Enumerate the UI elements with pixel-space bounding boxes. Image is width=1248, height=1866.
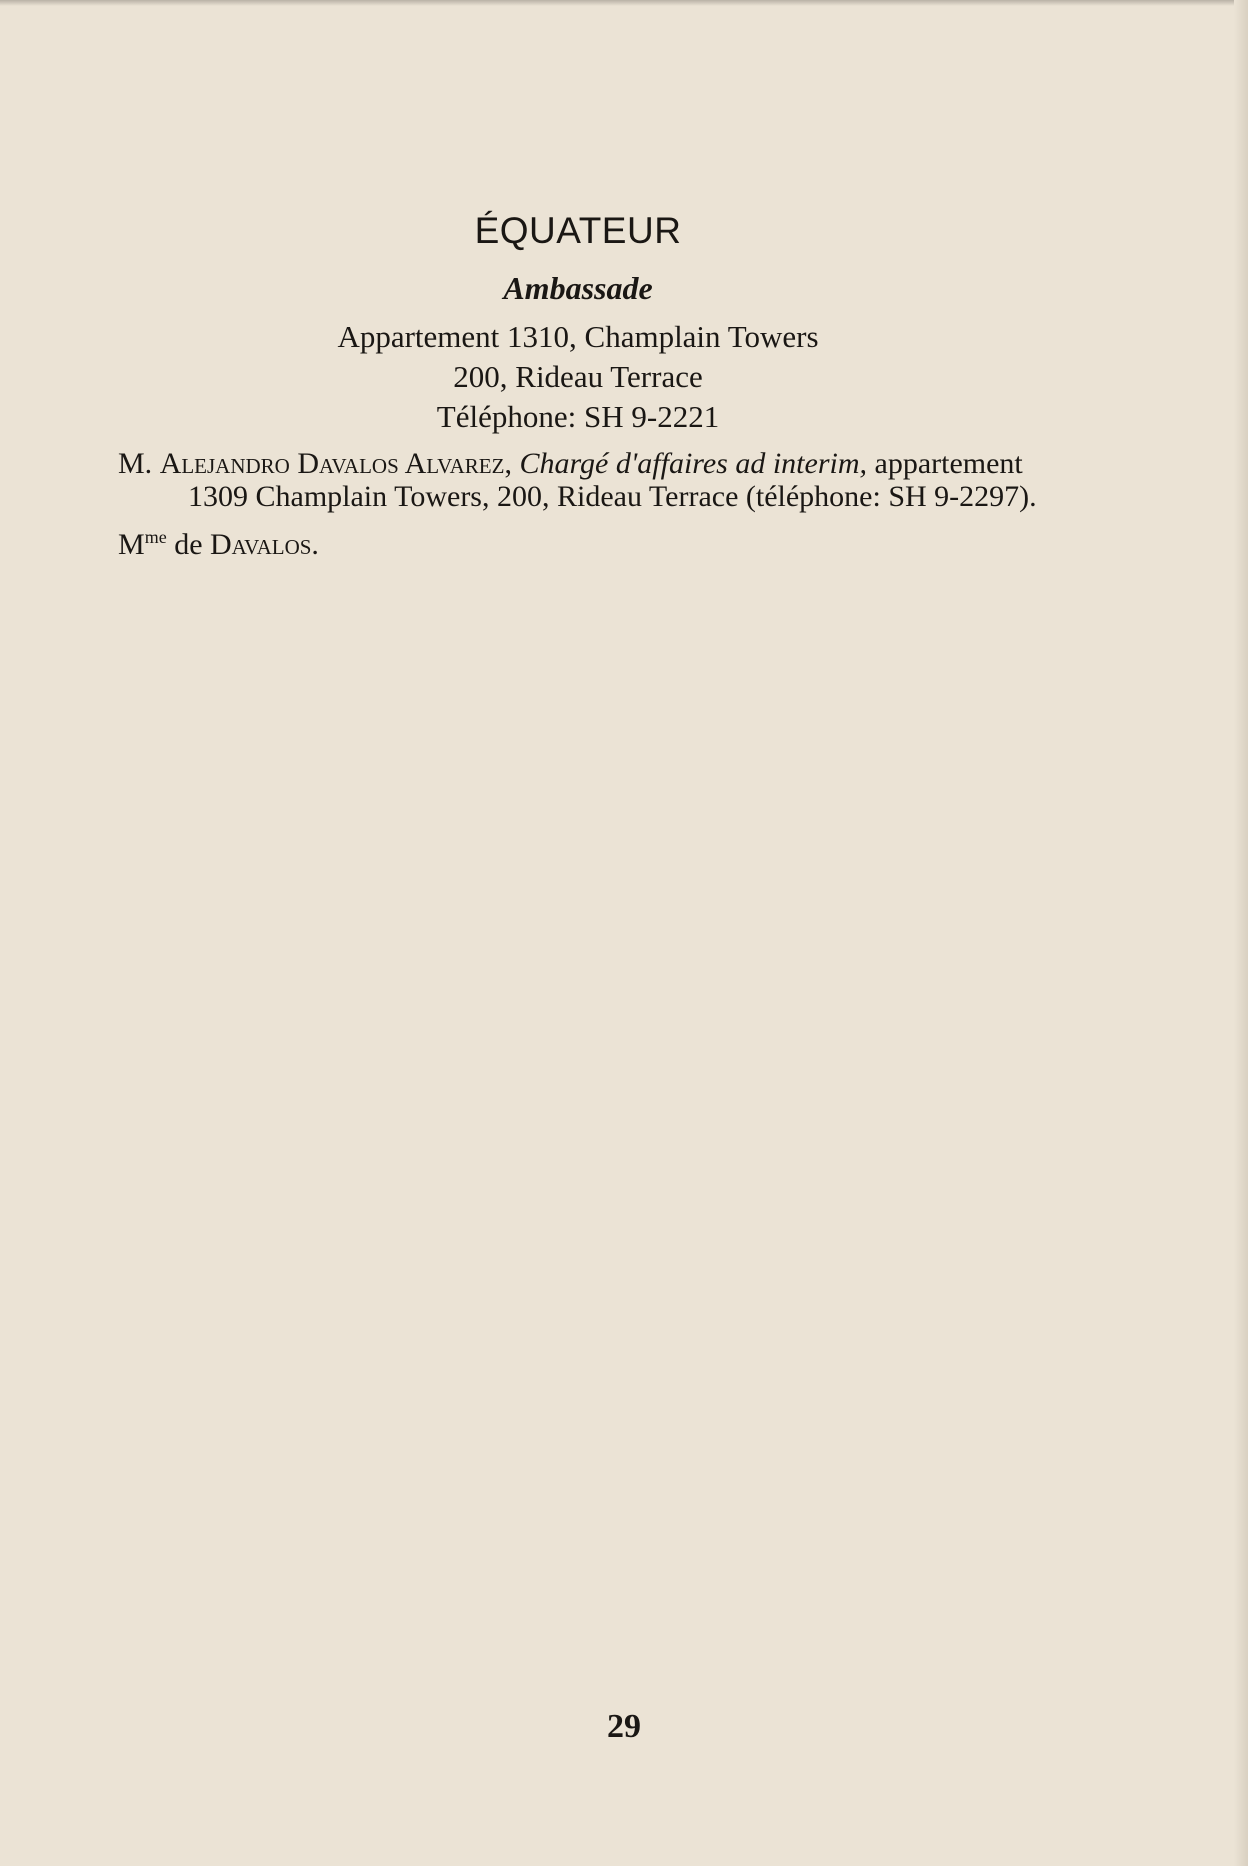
page-top-edge [0,0,1248,6]
spouse-name: Davalos. [210,528,319,561]
diplomat-details: appartement 1309 Champlain Towers, 200, Rideau Terrace (téléphone: SH 9-2297). [188,447,1037,513]
diplomat-name: Alejandro Davalos Alvarez, [159,447,512,480]
address-line-3: Téléphone: SH 9-2221 [436,399,720,434]
country-heading: ÉQUATEUR [474,210,682,251]
diplomat-title: Chargé d'affaires ad interim, [511,447,867,480]
spouse-name-start: de [166,528,211,561]
diplomat-entry [118,447,1038,513]
spouse-entry [118,519,1038,563]
address-block [118,317,1038,437]
section-heading: Ambassade [503,270,653,306]
address-line-1: Appartement 1310, Champlain Towers [337,319,819,354]
page-number: 29 [607,1708,641,1745]
spouse-prefix: M [118,528,145,561]
entry-prefix: M. [118,447,160,480]
page-content [118,210,1038,563]
spouse-prefix-sup: me [144,527,167,547]
address-line-2: 200, Rideau Terrace [453,359,703,394]
page-right-edge [1234,0,1248,1866]
